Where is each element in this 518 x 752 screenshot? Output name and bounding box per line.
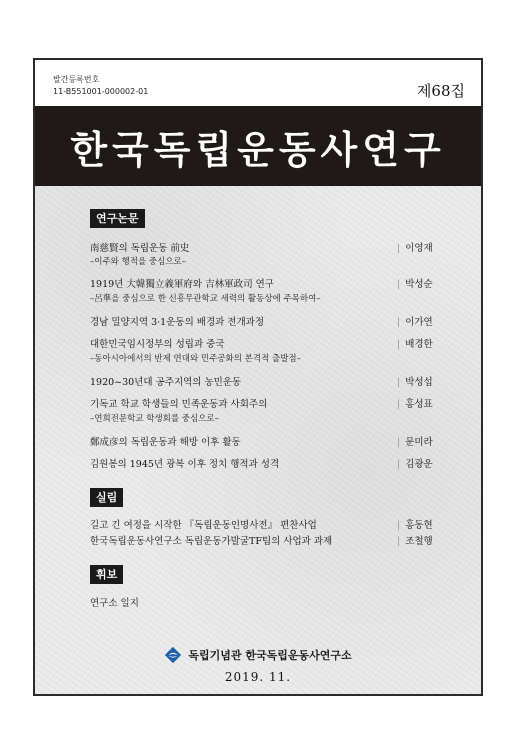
report-title: 한국독립운동사연구소 독립운동가발굴TF팀의 사업과 과제 xyxy=(90,536,333,547)
article-title: 南慈賢의 독립운동 前史 xyxy=(90,243,190,254)
article-entry xyxy=(90,336,465,350)
publication-date: 2019. 11. xyxy=(224,670,292,684)
article-author: | 박성섭 xyxy=(397,374,433,388)
article-subtitle: –연희전문학교 학생회를 중심으로– xyxy=(90,414,219,424)
cover-frame xyxy=(33,58,483,696)
article-author: | 김광운 xyxy=(397,456,433,470)
publisher-name: 독립기념관 한국독립운동사연구소 xyxy=(188,649,352,662)
article-title: 鄭成彦의 독립운동과 해방 이후 활동 xyxy=(90,437,241,448)
registration-number: 11-B551001-000002-01 xyxy=(53,87,149,96)
article-entry xyxy=(90,374,465,388)
article-title: 기독교 학교 학생들의 민족운동과 사회주의 xyxy=(90,399,268,410)
article-author: | 이가연 xyxy=(397,314,433,328)
article-title: 김원봉의 1945년 광복 이후 정치 행적과 성격 xyxy=(90,459,280,470)
article-author: | 배경한 xyxy=(397,336,433,350)
article-entry xyxy=(90,276,465,290)
article-author: | 홍성표 xyxy=(397,396,433,410)
journal-title: 한국독립운동사연구 xyxy=(70,127,446,172)
article-author: | 박성순 xyxy=(397,276,433,290)
registration-label: 발간등록번호 xyxy=(53,75,100,84)
article-subtitle: –呂準을 중심으로 한 신흥무관학교 세력의 활동상에 주목하여– xyxy=(90,294,321,304)
section-heading-news: 휘보 xyxy=(90,565,123,584)
article-entry xyxy=(90,396,465,410)
report-entry xyxy=(90,533,465,547)
article-entry xyxy=(90,314,465,328)
article-entry xyxy=(90,456,465,470)
title-band xyxy=(35,106,481,186)
article-title: 1920~30년대 공주지역의 농민운동 xyxy=(90,377,242,388)
report-author: | 조철행 xyxy=(397,533,433,547)
news-item: 연구소 일지 xyxy=(90,598,139,609)
independence-hall-logo-icon xyxy=(164,646,182,664)
article-title: 대한민국임시정부의 성립과 중국 xyxy=(90,339,225,350)
section-heading-articles: 연구논문 xyxy=(90,209,145,228)
cover-header xyxy=(35,60,481,106)
article-entry xyxy=(90,240,465,254)
report-author: | 홍동현 xyxy=(397,517,433,531)
article-author: | 이영재 xyxy=(397,240,433,254)
article-entry xyxy=(90,434,465,448)
issue-number: 제68집 xyxy=(416,82,465,100)
article-subtitle: –이주와 행적을 중심으로– xyxy=(90,257,187,267)
publisher-block xyxy=(35,646,481,664)
report-entry xyxy=(90,517,465,531)
section-heading-reports: 실림 xyxy=(90,488,123,507)
report-title: 길고 긴 여정을 시작한 『독립운동인명사전』 편찬사업 xyxy=(90,520,317,531)
article-author: | 문미라 xyxy=(397,434,433,448)
article-title: 경남 밀양지역 3·1운동의 배경과 전개과정 xyxy=(90,317,265,328)
article-title: 1919년 大韓獨立義軍府와 吉林軍政司 연구 xyxy=(90,279,274,290)
article-subtitle: –동아시아에서의 반제 연대와 민주공화의 본격적 출발점– xyxy=(90,354,301,364)
